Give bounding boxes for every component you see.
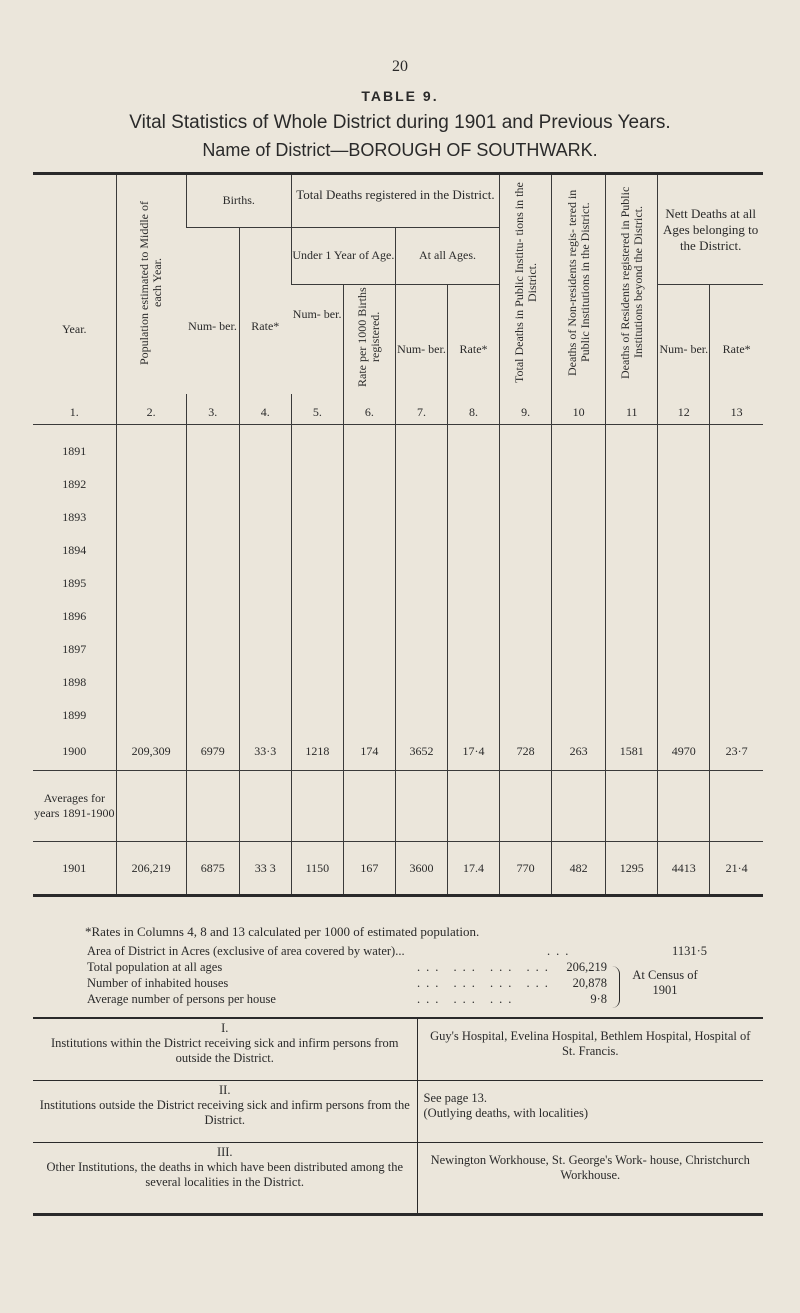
- cell: 6979: [186, 732, 239, 771]
- column-number: 7.: [395, 394, 447, 425]
- cell: 1901: [62, 860, 87, 875]
- cell: 17·4: [448, 732, 500, 771]
- column-number: 5.: [291, 394, 343, 425]
- table-title: Vital Statistics of Whole District during 1901 and Previous Years.: [129, 112, 671, 133]
- table-row: [33, 534, 763, 567]
- brace: [611, 966, 620, 1008]
- cell: 6875: [186, 842, 239, 896]
- year-cell: 1897: [62, 642, 87, 656]
- cell: 1900: [33, 732, 116, 771]
- column-number: 3.: [186, 394, 239, 425]
- institution-text: Institutions outside the District receiving sick and infirm persons from the District.: [39, 1097, 410, 1127]
- institution-value: [417, 1080, 763, 1142]
- header-year: Year.: [62, 322, 87, 336]
- cell: 4413: [658, 842, 710, 896]
- institution-value: Newington Workhouse, St. George's Work- house, Christchurch Workhouse.: [430, 1152, 750, 1182]
- cell: 23·7: [710, 732, 763, 771]
- stat-label: Total population at all ages: [87, 960, 223, 974]
- institution-row: [33, 1142, 763, 1214]
- stat-value: 9·8: [590, 992, 607, 1006]
- district-name: Name of District—BOROUGH OF SOUTHWARK.: [202, 140, 598, 160]
- year-cell: 1899: [62, 708, 87, 722]
- cell: 167: [343, 842, 395, 896]
- table-row-1901: [33, 842, 763, 896]
- cell: 1150: [291, 842, 343, 896]
- vital-statistics-table: [33, 172, 763, 897]
- institution-number: I.: [221, 1021, 229, 1035]
- cell: 4970: [658, 732, 710, 771]
- column-number: 11: [606, 394, 658, 425]
- institution-desc: [33, 1018, 417, 1080]
- stat-label: Number of inhabited houses: [87, 976, 229, 990]
- rates-footnote: *Rates in Columns 4, 8 and 13 calculated per 1000 of estimated population.: [85, 924, 480, 939]
- table-row: [33, 501, 763, 534]
- cell: 3600: [395, 842, 447, 896]
- outlying-deaths: (Outlying deaths, with localities): [423, 1105, 589, 1120]
- table-row: [33, 567, 763, 600]
- header-births-number: Num- ber.: [188, 318, 237, 333]
- table-row-averages: [33, 771, 763, 842]
- column-number: 10: [552, 394, 606, 425]
- cell: 209,309: [116, 732, 186, 771]
- header-all-ages: At all Ages.: [395, 228, 499, 285]
- column-number: 4.: [239, 394, 291, 425]
- header-non-residents: Deaths of Non-residents regis- tered in Public Institutions in the District.: [552, 174, 606, 395]
- column-number: 1.: [33, 394, 116, 425]
- header-public-institutions: Total Deaths in Public Institu- tions in the District.: [500, 174, 552, 395]
- census-note: At Census of 1901: [632, 968, 698, 997]
- institution-row: [33, 1080, 763, 1142]
- cell: 174: [343, 732, 395, 771]
- institution-value: Guy's Hospital, Evelina Hospital, Bethlem Hospital, Hospital of St. Francis.: [417, 1018, 763, 1080]
- see-page: See page 13.: [423, 1090, 488, 1105]
- year-cell: 1892: [62, 477, 87, 491]
- stat-value: 20,878: [572, 976, 607, 990]
- institutions-table: [33, 1017, 763, 1216]
- institution-desc: [33, 1080, 417, 1142]
- stat-dots: ... ... ... ...: [417, 976, 554, 990]
- header-under1-number: Num- ber.: [292, 306, 342, 321]
- cell: 1581: [606, 732, 658, 771]
- stat-label: Area of District in Acres (exclusive of area covered by water)...: [87, 944, 405, 958]
- table-row: [33, 633, 763, 666]
- table-row: [33, 666, 763, 699]
- cell: 482: [552, 842, 606, 896]
- table-row-1900: [33, 732, 763, 771]
- stat-label: Average number of persons per house: [87, 992, 276, 1006]
- stat-dots: ... ... ...: [417, 992, 518, 1006]
- year-cell: 1898: [62, 675, 87, 689]
- column-number: 12: [658, 394, 710, 425]
- year-cell: 1896: [62, 609, 87, 623]
- institution-text: Other Institutions, the deaths in which have been distributed among the several localities in the District.: [46, 1159, 404, 1189]
- cell: 1295: [606, 842, 658, 896]
- table-row: [33, 468, 763, 501]
- header-all-ages-number: Num- ber.: [395, 284, 447, 394]
- page-number: 20: [392, 58, 408, 75]
- institution-text: Institutions within the District receiving sick and infirm persons from outside the District.: [50, 1036, 399, 1065]
- header-births: Births.: [186, 174, 291, 228]
- cell: 21·4: [710, 842, 763, 896]
- institution-number: II.: [219, 1082, 231, 1097]
- stat-dots: ... ... ... ...: [417, 960, 554, 974]
- cell: 1218: [291, 732, 343, 771]
- cell: 33 3: [239, 842, 291, 896]
- table-label: TABLE 9.: [361, 88, 439, 104]
- header-under-1: Under 1 Year of Age.: [291, 228, 395, 285]
- column-number: 8.: [448, 394, 500, 425]
- institution-number: III.: [216, 1144, 233, 1159]
- year-cell: 1893: [62, 510, 87, 524]
- header-nett-number: Num- ber.: [658, 284, 710, 394]
- table-row: [33, 699, 763, 732]
- institution-desc: [33, 1142, 417, 1214]
- header-all-ages-rate: Rate*: [448, 284, 500, 394]
- header-births-rate: Rate*: [239, 228, 291, 395]
- table-row: [33, 600, 763, 633]
- column-number: 9.: [500, 394, 552, 425]
- year-cell: 1895: [62, 576, 87, 590]
- column-number: 2.: [116, 394, 186, 425]
- year-cell: 1891: [62, 444, 87, 458]
- cell: 770: [500, 842, 552, 896]
- cell: 3652: [395, 732, 447, 771]
- averages-label: Averages for years 1891-1900: [33, 771, 116, 842]
- column-number: 6.: [343, 394, 395, 425]
- column-numbers-row: [33, 394, 763, 425]
- cell: 206,219: [116, 842, 186, 896]
- table-row: [33, 425, 763, 469]
- column-number: 13: [710, 394, 763, 425]
- header-population: Population estimated to Middle of each Year.: [116, 174, 186, 395]
- stat-value: 1131·5: [672, 944, 707, 958]
- header-under1-rate: Rate per 1000 Births registered.: [343, 284, 395, 394]
- stat-dots: ...: [547, 944, 575, 958]
- cell: 728: [500, 732, 552, 771]
- cell: 263: [552, 732, 606, 771]
- cell: 17.4: [448, 842, 500, 896]
- header-nett-rate: Rate*: [710, 284, 763, 394]
- header-residents-beyond: Deaths of Residents registered in Public Institutions beyond the District.: [606, 174, 658, 395]
- stat-value: 206,219: [566, 960, 607, 974]
- header-nett-deaths: Nett Deaths at all Ages belonging to the District.: [658, 174, 763, 285]
- year-cell: 1894: [62, 543, 87, 557]
- header-total-deaths: Total Deaths registered in the District.: [291, 174, 499, 228]
- institution-row: [33, 1018, 763, 1080]
- cell: 33·3: [239, 732, 291, 771]
